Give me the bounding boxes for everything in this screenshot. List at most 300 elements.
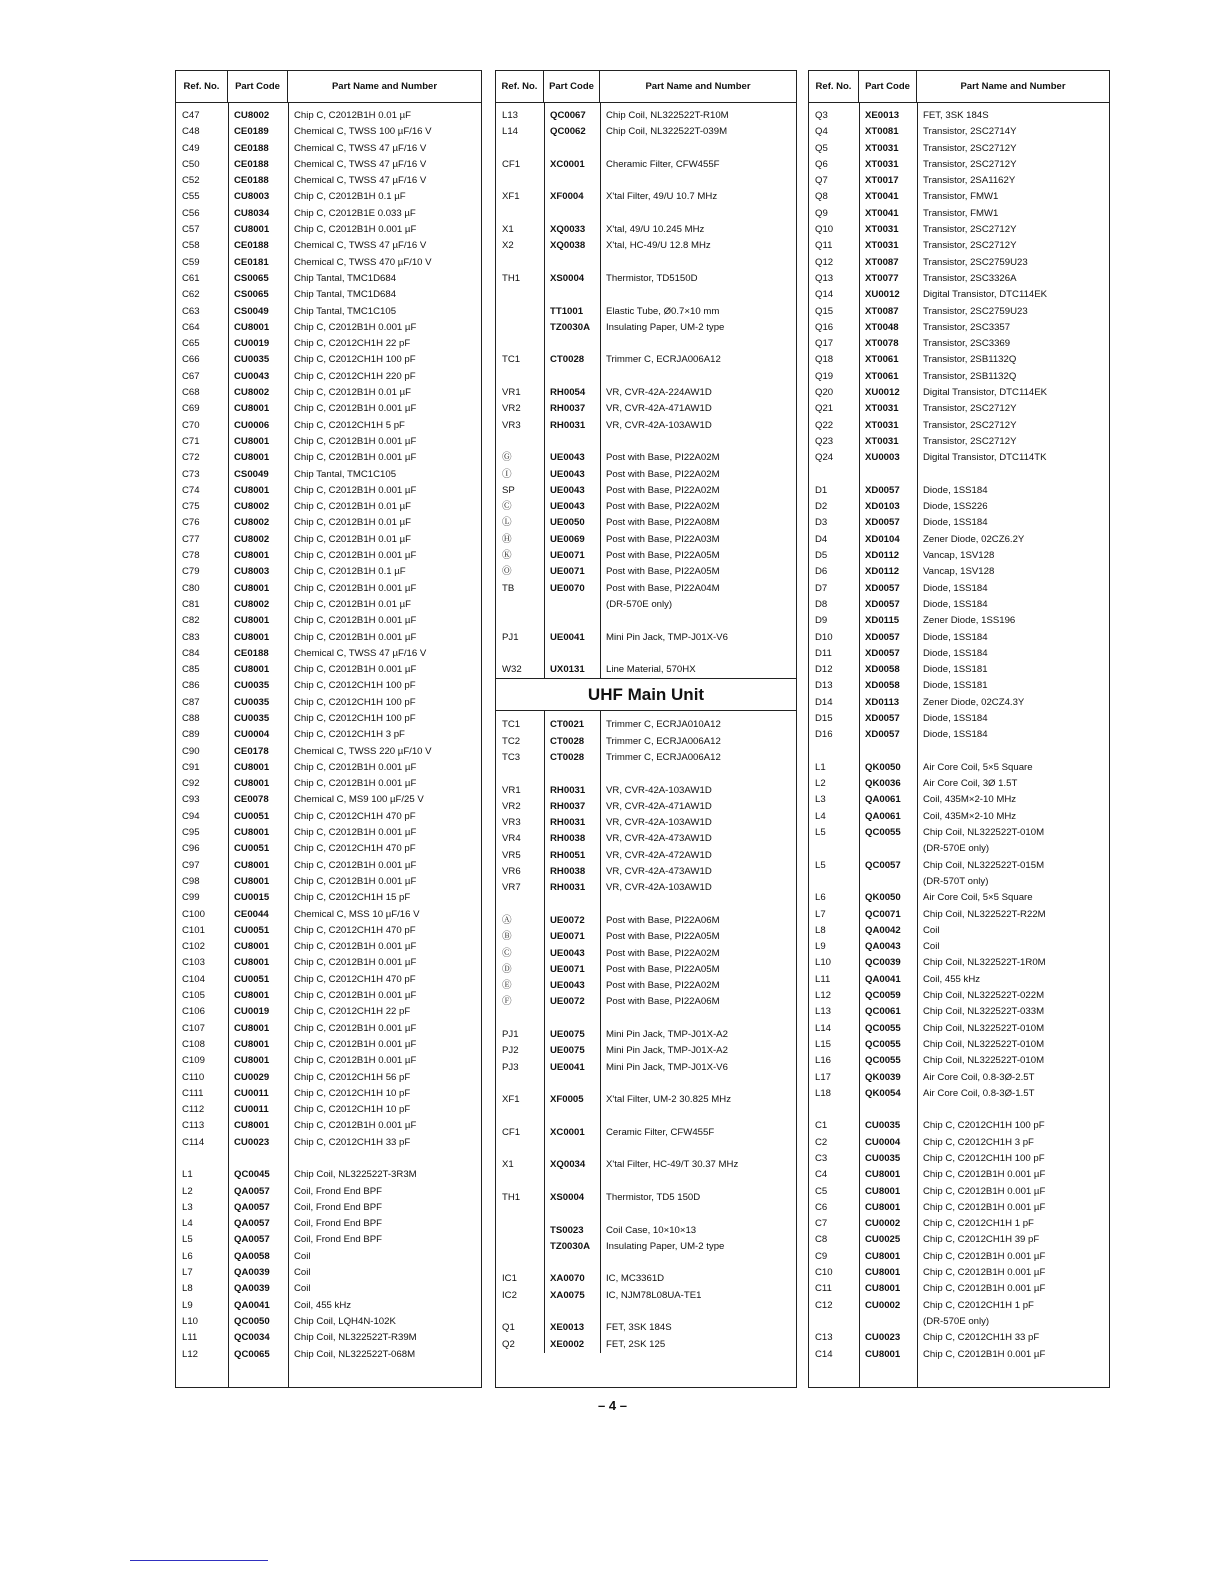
- part-code-cell: CU8001: [234, 1038, 270, 1050]
- ref-cell: Q3: [815, 110, 828, 121]
- part-code-cell: CU0004: [865, 1136, 901, 1148]
- table-row: [809, 189, 1109, 205]
- ref-cell: Q9: [815, 207, 828, 219]
- table-row: [176, 1135, 481, 1151]
- ref-cell: Ⓑ: [502, 931, 512, 943]
- part-name-cell: Chip C, C2012CH1H 100 pF: [294, 712, 416, 724]
- ref-cell: Q16: [815, 321, 834, 333]
- part-code-cell: UE0043: [550, 484, 585, 496]
- part-code-cell: QA0057: [234, 1185, 270, 1197]
- part-code-cell: RH0031: [550, 817, 586, 829]
- part-name-cell: Air Core Coil, 0.8-3Ø-2.5T: [923, 1071, 1035, 1083]
- table-row: [809, 271, 1109, 287]
- table-row: [176, 450, 481, 466]
- part-code-cell: UE0071: [550, 963, 585, 975]
- ref-cell: C100: [182, 908, 205, 920]
- ref-cell: IC2: [502, 1289, 517, 1301]
- part-code-cell: XT0031: [865, 419, 899, 431]
- part-code-cell: QA0061: [865, 794, 901, 806]
- part-code-cell: UE0043: [550, 452, 585, 464]
- part-name-cell: Chip Coil, NL322522T-068M: [294, 1348, 416, 1360]
- part-name-cell: Chip C, C2012B1H 0.001 µF: [294, 957, 417, 969]
- table-row: [176, 434, 481, 450]
- ref-cell: D6: [815, 566, 828, 578]
- table-row: [176, 972, 481, 988]
- table-row: [176, 727, 481, 743]
- ref-cell: C108: [182, 1038, 205, 1050]
- part-name-cell: Vancap, 1SV128: [923, 550, 995, 562]
- table-row: [176, 1070, 481, 1086]
- ref-cell: Ⓕ: [502, 996, 512, 1008]
- part-name-cell: Zener Diode, 02CZ4.3Y: [923, 696, 1025, 708]
- table-row: [496, 1060, 796, 1076]
- part-code-cell: CU8001: [865, 1267, 901, 1279]
- table-row: [496, 1092, 796, 1108]
- ref-cell: C77: [182, 533, 200, 545]
- part-code-cell: CE0188: [234, 175, 269, 187]
- part-name-cell: Chip C, C2012B1H 0.01 µF: [294, 533, 411, 545]
- part-name-cell: Thermistor, TD5 150D: [606, 1192, 701, 1203]
- ref-cell: W32: [502, 664, 522, 676]
- part-code-cell: RH0031: [550, 419, 586, 431]
- part-name-cell: Chip C, C2012B1H 0.001 µF: [294, 827, 417, 839]
- table-row: [496, 385, 796, 401]
- part-name-cell: [600, 1206, 796, 1222]
- ref-cell: C65: [182, 338, 200, 350]
- ref-cell: [496, 1109, 544, 1125]
- part-name-cell: IC, MC3361D: [606, 1273, 665, 1285]
- part-name-cell: Chip C, C2012B1H 0.001 µF: [294, 990, 417, 1002]
- table-row: [809, 1314, 1109, 1330]
- table-row: [176, 1216, 481, 1232]
- ref-cell: [176, 1151, 228, 1167]
- ref-cell: L7: [182, 1267, 193, 1279]
- part-name-cell: Diode, 1SS181: [923, 680, 988, 692]
- table-row: [176, 1102, 481, 1118]
- table-row: [809, 874, 1109, 890]
- table-row: [176, 304, 481, 320]
- ref-cell: L16: [815, 1055, 832, 1067]
- table-row: [496, 717, 796, 733]
- part-name-cell: Transistor, 2SC2712Y: [923, 240, 1017, 252]
- part-name-cell: Chip C, C2012B1H 0.001 µF: [923, 1348, 1046, 1360]
- part-name-cell: Chip C, C2012B1H 0.01 µF: [294, 387, 411, 399]
- part-name-cell: Coil: [923, 941, 940, 953]
- part-code-cell: TZ0030A: [550, 1240, 590, 1252]
- ref-cell: C48: [182, 126, 200, 138]
- part-code-cell: CU8001: [234, 827, 270, 839]
- table-row: [176, 1249, 481, 1265]
- part-name-cell: Chip C, C2012B1H 0.001 µF: [294, 1022, 417, 1034]
- part-code-cell: CT0028: [550, 735, 585, 747]
- table-row: [176, 646, 481, 662]
- part-code-cell: CE0181: [234, 256, 269, 268]
- table-row: [496, 1337, 796, 1353]
- part-name-cell: Chip C, C2012B1H 0.001 µF: [923, 1169, 1046, 1181]
- ref-cell: C9: [815, 1250, 828, 1262]
- ref-cell: D5: [815, 550, 828, 562]
- ref-cell: D1: [815, 484, 828, 496]
- part-name-cell: Chip Coil, NL322522T-010M: [923, 1038, 1045, 1050]
- ref-cell: X1: [502, 1159, 514, 1171]
- part-name-cell: Chip Coil, NL322522T-010M: [923, 827, 1045, 839]
- part-name-cell: Diode, 1SS184: [923, 712, 988, 724]
- ref-cell: C52: [182, 175, 200, 187]
- ref-cell: L8: [815, 924, 826, 936]
- part-name-cell: X'tal Filter, HC-49/T 30.37 MHz: [606, 1159, 739, 1171]
- part-name-cell: Diode, 1SS184: [923, 517, 988, 529]
- table-row: [176, 1298, 481, 1314]
- part-code-cell: [544, 255, 600, 271]
- ref-cell: C90: [182, 745, 200, 757]
- part-name-cell: Chip C, C2012CH1H 10 pF: [294, 1087, 411, 1099]
- ref-cell: L3: [182, 1201, 193, 1213]
- part-name-cell: Chip C, C2012B1H 0.001 µF: [294, 582, 417, 594]
- part-name-cell: Digital Transistor, DTC114TK: [923, 452, 1047, 464]
- part-name-cell: [600, 1304, 796, 1320]
- ref-cell: Q17: [815, 338, 834, 350]
- part-code-cell: XT0031: [865, 158, 899, 170]
- part-name-cell: Chip C, C2012B1H 0.001 µF: [294, 778, 417, 790]
- table-row: [176, 467, 481, 483]
- part-code-cell: QC0062: [550, 126, 586, 138]
- part-code-cell: XT0081: [865, 126, 899, 138]
- part-name-cell: Post with Base, PI22A08M: [606, 517, 720, 529]
- part-code-cell: XQ0038: [550, 240, 586, 252]
- table-row: [809, 744, 1109, 760]
- part-name-cell: [288, 1151, 481, 1167]
- table-row: [176, 206, 481, 222]
- part-code-cell: QK0039: [865, 1071, 901, 1083]
- part-name-cell: Chip Coil, NL322522T-022M: [923, 990, 1045, 1002]
- part-code-cell: CU8002: [234, 110, 270, 121]
- ref-cell: C76: [182, 517, 200, 529]
- ref-cell: Q11: [815, 240, 833, 252]
- ref-cell: C13: [815, 1332, 833, 1344]
- ref-cell: C12: [815, 1299, 833, 1311]
- part-code-cell: CU8001: [865, 1348, 901, 1360]
- ref-cell: L10: [815, 957, 832, 969]
- part-code-cell: XT0077: [865, 272, 899, 284]
- ref-cell: Q5: [815, 142, 828, 154]
- ref-cell: L12: [815, 990, 832, 1002]
- part-code-cell: CU0035: [234, 354, 270, 366]
- part-code-cell: QK0050: [865, 761, 901, 773]
- table-row: [176, 630, 481, 646]
- table-row: [809, 1118, 1109, 1134]
- ref-cell: L15: [815, 1038, 832, 1050]
- part-name-cell: Trimmer C, ECRJA006A12: [606, 354, 721, 366]
- header-name: Part Name and Number: [645, 80, 751, 92]
- part-name-cell: Coil, 455 kHz: [923, 973, 981, 985]
- part-code-cell: [544, 336, 600, 352]
- ref-cell: D2: [815, 501, 828, 513]
- part-code-cell: [544, 766, 600, 782]
- ref-cell: C97: [182, 859, 200, 871]
- part-name-cell: Chip C, C2012CH1H 33 pF: [294, 1136, 411, 1148]
- ref-cell: VR3: [502, 817, 521, 829]
- part-code-cell: CU0051: [234, 924, 270, 936]
- ref-cell: PJ1: [502, 631, 519, 643]
- ref-cell: C70: [182, 419, 200, 431]
- part-code-cell: CU0004: [234, 729, 270, 741]
- part-name-cell: Diode, 1SS184: [923, 631, 988, 643]
- table-row: [809, 1347, 1109, 1363]
- table-row: [176, 662, 481, 678]
- part-code-cell: [859, 1314, 917, 1330]
- ref-cell: L9: [815, 941, 826, 953]
- part-name-cell: VR, CVR-42A-472AW1D: [606, 849, 712, 861]
- ref-cell: D16: [815, 729, 833, 741]
- table-row: [176, 907, 481, 923]
- part-code-cell: XD0112: [865, 566, 900, 578]
- part-code-cell: [544, 434, 600, 450]
- table-row: [176, 548, 481, 564]
- part-code-cell: XQ0034: [550, 1159, 586, 1171]
- ref-cell: L1: [815, 761, 826, 773]
- table-row: [496, 157, 796, 173]
- ref-cell: TC1: [502, 719, 521, 731]
- table-row: [809, 1102, 1109, 1118]
- part-name-cell: Chip C, C2012B1H 0.001 µF: [294, 631, 417, 643]
- table-row: [176, 841, 481, 857]
- ref-cell: C11: [815, 1283, 832, 1295]
- part-code-cell: CU8001: [234, 435, 270, 447]
- part-name-cell: Chip C, C2012B1H 0.001 µF: [294, 761, 417, 773]
- table-row: [809, 287, 1109, 303]
- table-row: [496, 613, 796, 629]
- table-row: [496, 1043, 796, 1059]
- table-row: [809, 1086, 1109, 1102]
- part-code-cell: CU8001: [865, 1201, 901, 1213]
- part-code-cell: CU0035: [865, 1120, 901, 1132]
- part-name-cell: Chip Coil, NL322522T-1R0M: [923, 957, 1046, 969]
- part-code-cell: CU0019: [234, 1006, 270, 1018]
- table-row: [809, 124, 1109, 140]
- part-name-cell: (DR-570T only): [923, 875, 989, 887]
- part-code-cell: CU0002: [865, 1218, 901, 1230]
- part-code-cell: CU8001: [865, 1185, 901, 1197]
- table-row: [496, 499, 796, 515]
- table-row: [809, 1281, 1109, 1297]
- part-code-cell: XU0012: [865, 289, 900, 301]
- part-code-cell: XF0005: [550, 1094, 584, 1106]
- part-code-cell: QC0055: [865, 827, 901, 839]
- part-name-cell: Zener Diode, 1SS196: [923, 615, 1016, 627]
- ref-cell: Ⓛ: [502, 517, 512, 529]
- ref-cell: Ⓓ: [502, 963, 512, 975]
- part-name-cell: Mini Pin Jack, TMP-J01X-A2: [606, 1045, 728, 1057]
- part-name-cell: Transistor, 2SC2759U23: [923, 256, 1028, 268]
- part-name-cell: Transistor, 2SC3357: [923, 321, 1011, 333]
- table-header: [176, 71, 481, 103]
- ref-cell: [809, 467, 859, 483]
- table-row: [496, 173, 796, 189]
- table-row: [809, 1298, 1109, 1314]
- part-code-cell: [544, 613, 600, 629]
- part-name-cell: Cheramic Filter, CFW455F: [606, 158, 720, 170]
- part-name-cell: [600, 1011, 796, 1027]
- part-name-cell: Transistor, FMW1: [923, 191, 999, 203]
- part-name-cell: Chip C, C2012B1H 0.001 µF: [294, 321, 417, 333]
- table-row: [809, 1053, 1109, 1069]
- part-code-cell: QA0057: [234, 1218, 270, 1230]
- ref-cell: Q23: [815, 435, 834, 447]
- part-code-cell: CT0021: [550, 719, 585, 731]
- part-code-cell: CE0044: [234, 908, 269, 920]
- part-code-cell: [859, 744, 917, 760]
- part-name-cell: Chip Coil, NL322522T-3R3M: [294, 1169, 417, 1181]
- part-code-cell: CU0035: [234, 712, 270, 724]
- header-name: Part Name and Number: [960, 80, 1066, 92]
- part-name-cell: Post with Base, PI22A05M: [606, 931, 720, 943]
- table-row: [496, 994, 796, 1010]
- ref-cell: Q24: [815, 452, 834, 464]
- ref-cell: IC1: [502, 1273, 517, 1285]
- ref-cell: C68: [182, 387, 200, 399]
- table-row: [496, 1320, 796, 1336]
- table-row: [176, 124, 481, 140]
- part-code-cell: XT0087: [865, 256, 899, 268]
- table-row: [496, 287, 796, 303]
- ref-cell: TH1: [502, 1192, 521, 1203]
- part-name-cell: Transistor, 2SB1132Q: [923, 354, 1017, 366]
- table-row: [496, 1076, 796, 1092]
- part-code-cell: [544, 141, 600, 157]
- part-code-cell: XD0115: [865, 615, 900, 627]
- table-row: [496, 581, 796, 597]
- table-row: [176, 1281, 481, 1297]
- part-name-cell: Air Core Coil, 3Ø 1.5T: [923, 778, 1018, 790]
- ref-cell: L9: [182, 1299, 193, 1311]
- table-row: [809, 972, 1109, 988]
- ref-cell: L4: [182, 1218, 193, 1230]
- table-row: [496, 238, 796, 254]
- table-row: [809, 955, 1109, 971]
- table-row: [176, 483, 481, 499]
- ref-cell: Q18: [815, 354, 834, 366]
- table-row: [176, 564, 481, 580]
- part-code-cell: QA0057: [234, 1234, 270, 1246]
- table-row: [176, 1151, 481, 1167]
- part-code-cell: CU0023: [865, 1332, 901, 1344]
- table-row: [496, 1271, 796, 1287]
- table-row: [809, 678, 1109, 694]
- ref-cell: [809, 1102, 859, 1118]
- part-name-cell: Air Core Coil, 0.8-3Ø-1.5T: [923, 1087, 1035, 1099]
- ref-cell: X2: [502, 240, 514, 252]
- part-code-cell: XD0103: [865, 501, 900, 513]
- table-row: [176, 874, 481, 890]
- table-row: [496, 962, 796, 978]
- ref-cell: D10: [815, 631, 833, 643]
- ref-cell: L14: [815, 1022, 832, 1034]
- table-row: [809, 646, 1109, 662]
- table-row: [496, 1304, 796, 1320]
- part-name-cell: Chemical C, TWSS 47 µF/16 V: [294, 647, 427, 659]
- part-code-cell: CU0051: [234, 843, 270, 855]
- ref-cell: D7: [815, 582, 828, 594]
- ref-cell: TC2: [502, 735, 521, 747]
- ref-cell: C47: [182, 110, 200, 121]
- part-code-cell: CE0078: [234, 794, 269, 806]
- part-code-cell: QC0050: [234, 1315, 270, 1327]
- ref-cell: C104: [182, 973, 205, 985]
- part-name-cell: Chip C, C2012B1H 0.001 µF: [294, 435, 417, 447]
- ref-cell: PJ3: [502, 1061, 519, 1073]
- part-code-cell: CU8001: [234, 403, 270, 415]
- part-name-cell: [600, 613, 796, 629]
- ref-cell: L5: [815, 827, 826, 839]
- part-name-cell: Diode, 1SS181: [923, 664, 988, 676]
- part-name-cell: Chemical C, TWSS 47 µF/16 V: [294, 240, 427, 252]
- ref-cell: C55: [182, 191, 200, 203]
- ref-cell: VR7: [502, 882, 521, 894]
- table-row: [809, 939, 1109, 955]
- table-row: [176, 1037, 481, 1053]
- part-name-cell: Chip C, C2012B1H 0.001 µF: [294, 452, 417, 464]
- part-name-cell: Coil: [294, 1267, 311, 1279]
- part-code-cell: CU0011: [234, 1087, 269, 1099]
- ref-cell: [809, 841, 859, 857]
- part-code-cell: [859, 467, 917, 483]
- part-code-cell: QC0034: [234, 1332, 270, 1344]
- ref-cell: C79: [182, 566, 200, 578]
- table-row: [496, 1141, 796, 1157]
- part-name-cell: Chip C, C2012CH1H 220 pF: [294, 370, 416, 382]
- table-row: [809, 385, 1109, 401]
- part-name-cell: [600, 646, 796, 662]
- ref-cell: L10: [182, 1315, 199, 1327]
- part-code-cell: CU8001: [865, 1283, 901, 1295]
- part-name-cell: Coil, Frond End BPF: [294, 1201, 382, 1213]
- part-code-cell: XD0057: [865, 729, 900, 741]
- table-row: [496, 880, 796, 896]
- table-row: [496, 467, 796, 483]
- part-code-cell: [544, 897, 600, 913]
- table-row: [496, 848, 796, 864]
- footer-line: [130, 1560, 268, 1561]
- ref-cell: Q19: [815, 370, 834, 382]
- part-name-cell: [600, 897, 796, 913]
- part-name-cell: Chip C, C2012B1H 0.01 µF: [294, 501, 411, 513]
- ref-cell: C14: [815, 1348, 833, 1360]
- table-row: [809, 499, 1109, 515]
- table-row: [809, 907, 1109, 923]
- table-row: [809, 238, 1109, 254]
- part-code-cell: [544, 287, 600, 303]
- part-code-cell: CU8003: [234, 566, 270, 578]
- table-row: [176, 222, 481, 238]
- part-name-cell: Chip Coil, NL322522T-R22M: [923, 908, 1046, 920]
- ref-cell: VR6: [502, 866, 521, 878]
- part-code-cell: CU0035: [234, 696, 270, 708]
- table-row: [176, 157, 481, 173]
- ref-cell: C62: [182, 289, 200, 301]
- part-code-cell: [544, 1141, 600, 1157]
- ref-cell: C58: [182, 240, 200, 252]
- ref-cell: Q14: [815, 289, 834, 301]
- part-name-cell: [600, 206, 796, 222]
- table-row: [496, 1239, 796, 1255]
- part-name-cell: Chemical C, TWSS 220 µF/10 V: [294, 745, 432, 757]
- ref-cell: [809, 1314, 859, 1330]
- part-code-cell: QA0039: [234, 1283, 270, 1295]
- table-row: [496, 1157, 796, 1173]
- ref-cell: Ⓐ: [502, 914, 512, 926]
- table-row: [809, 157, 1109, 173]
- part-name-cell: Coil, Frond End BPF: [294, 1218, 382, 1230]
